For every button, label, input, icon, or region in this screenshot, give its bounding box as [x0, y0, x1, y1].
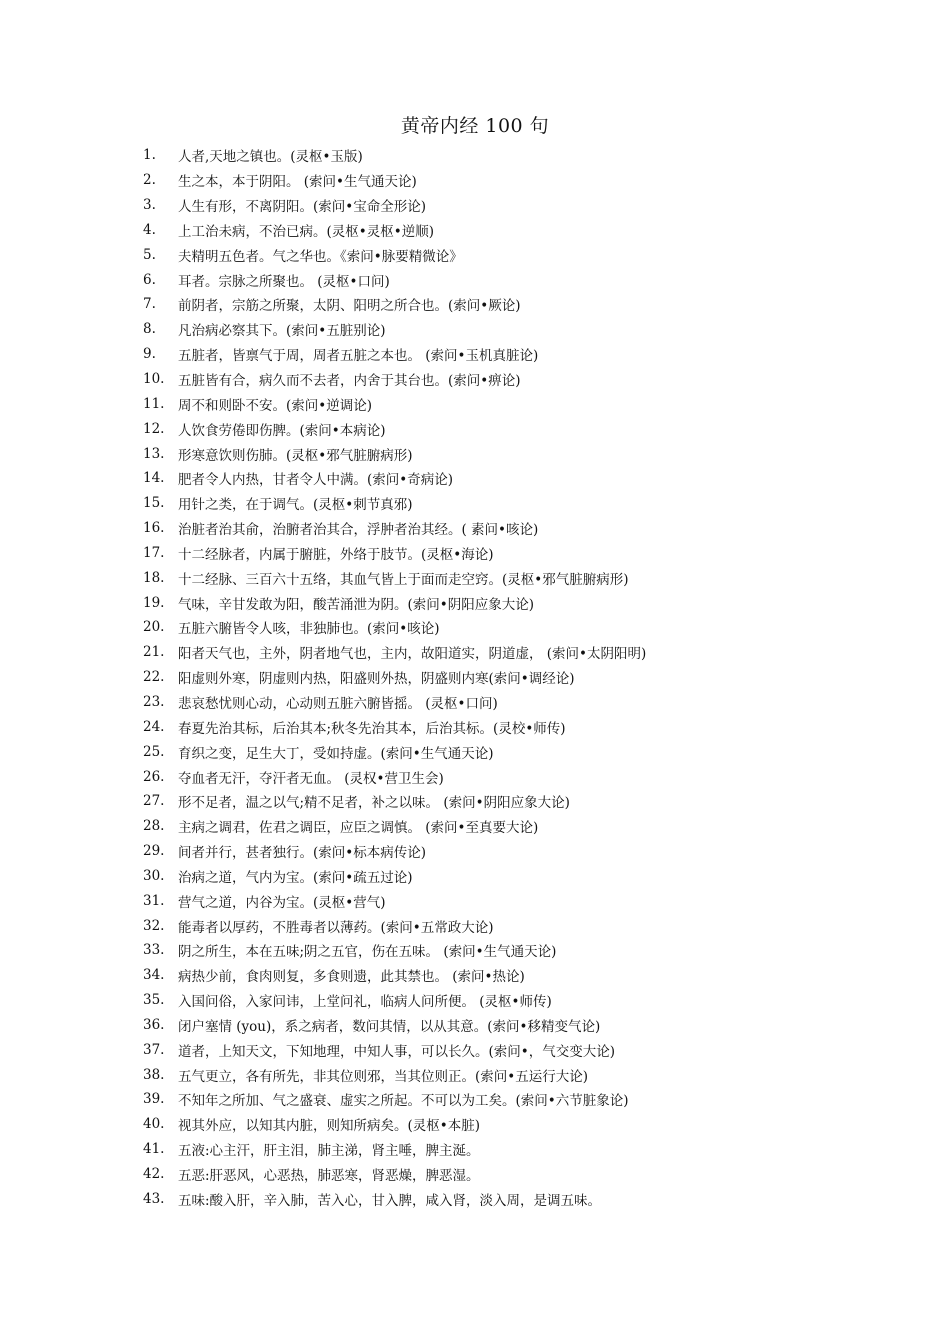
item-number: 32.: [143, 917, 165, 934]
item-number: 24.: [143, 718, 165, 735]
item-number: 36.: [143, 1016, 165, 1033]
item-number: 7.: [143, 296, 156, 313]
item-number: 1.: [143, 147, 156, 164]
item-text: 五脏皆有合，病久而不去者，内舍于其台也。(索问•痹论): [178, 373, 521, 390]
item-text: 五恶:肝恶风，心恶热，肺恶寒，肾恶燥，脾恶湿。: [178, 1168, 480, 1185]
item-number: 13.: [143, 445, 165, 462]
item-text: 肥者令人内热，甘者令人中满。(索问•奇病论): [178, 472, 453, 489]
list-item: [143, 938, 863, 963]
item-text: 悲哀愁忧则心动，心动则五脏六腑皆摇。 (灵枢•口问): [178, 695, 498, 712]
item-text: 病热少前，食肉则复，多食则遗，此其禁也。 (索问•热论): [178, 969, 525, 986]
item-number: 14.: [143, 470, 165, 487]
item-number: 37.: [143, 1041, 165, 1058]
item-number: 6.: [143, 271, 156, 288]
item-text: 五味:酸入肝，辛入肺，苦入心，甘入脾，咸入肾，淡入周，是调五味。: [178, 1192, 602, 1209]
item-number: 27.: [143, 793, 165, 810]
list-item: [143, 590, 863, 615]
item-text: 闭户塞情 (you)，系之病者，数问其情，以从其意。(索问•移精变气论): [178, 1018, 601, 1035]
list-item: [143, 466, 863, 491]
item-text: 周不和则卧不安。(索问•逆调论): [178, 397, 372, 414]
item-text: 人者,天地之镇也。(灵枢•玉版): [178, 149, 363, 166]
item-text: 用针之类，在于调气。(灵枢•刺节真邪): [178, 497, 413, 514]
list-item: [143, 565, 863, 590]
list-item: [143, 168, 863, 193]
item-text: 耳者。宗脉之所聚也。 (灵枢•口问): [178, 273, 390, 290]
item-text: 五气更立，各有所先，非其位则邪，当其位则正。(索问•五运行大论): [178, 1068, 588, 1085]
item-text: 气味，辛甘发敢为阳，酸苦涌泄为阴。(索问•阴阳应象大论): [178, 596, 534, 613]
item-number: 18.: [143, 569, 165, 586]
list-item: [143, 988, 863, 1013]
item-text: 十二经脉、三百六十五络，其血气皆上于面而走空窍。(灵枢•邪气脏腑病形): [178, 571, 629, 588]
item-number: 19.: [143, 594, 165, 611]
item-text: 十二经脉者，内属于腑脏，外络于肢节。(灵枢•海论): [178, 546, 494, 563]
list-item: [143, 1186, 863, 1211]
item-text: 生之本，本于阴阳。 (索问•生气通天论): [178, 174, 417, 191]
item-number: 4.: [143, 221, 156, 238]
item-text: 入国问俗，入家问讳，上堂问礼，临病人问所便。 (灵枢•师传): [178, 994, 552, 1011]
list-item: [143, 367, 863, 392]
list-item: [143, 913, 863, 938]
list-item: [143, 143, 863, 168]
item-text: 前阴者，宗筋之所聚，太阴、阳明之所合也。(索问•厥论): [178, 298, 521, 315]
item-text: 阳者天气也，主外，阴者地气也，主内，故阳道实，阴道虚， (索问•太阴阳明): [178, 646, 647, 663]
item-text: 治脏者治其俞，治腑者治其合，浮肿者治其经。( 素问•咳论): [178, 522, 539, 539]
list-item: [143, 739, 863, 764]
list-item: [143, 814, 863, 839]
list-item: [143, 242, 863, 267]
item-text: 夺血者无汗，夺汗者无血。 (灵权•营卫生会): [178, 770, 444, 787]
item-text: 形寒意饮则伤肺。(灵枢•邪气脏腑病形): [178, 447, 413, 464]
item-number: 12.: [143, 420, 165, 437]
list-item: [143, 963, 863, 988]
list-item: [143, 1013, 863, 1038]
list-item: [143, 1137, 863, 1162]
list-item: [143, 416, 863, 441]
item-number: 21.: [143, 644, 165, 661]
item-text: 能毒者以厚药，不胜毒者以薄药。(索问•五常政大论): [178, 919, 494, 936]
item-text: 阳虚则外寒，阴虚则内热，阳盛则外热，阴盛则内寒(索问•调经论): [178, 671, 575, 688]
item-number: 28.: [143, 818, 165, 835]
list-item: [143, 1062, 863, 1087]
list-item: [143, 714, 863, 739]
item-number: 16.: [143, 520, 165, 537]
item-text: 道者，上知天文，下知地理，中知人事，可以长久。(索问•，气交变大论): [178, 1043, 615, 1060]
item-text: 视其外应，以知其内脏，则知所病矣。(灵枢•本脏): [178, 1118, 480, 1135]
list-item: [143, 764, 863, 789]
item-number: 31.: [143, 892, 165, 909]
list-item: [143, 292, 863, 317]
item-number: 41.: [143, 1141, 165, 1158]
item-number: 43.: [143, 1190, 165, 1207]
list-item: [143, 218, 863, 243]
list-item: [143, 1087, 863, 1112]
list-item: [143, 342, 863, 367]
list-item: [143, 391, 863, 416]
item-text: 间者并行，甚者独行。(索问•标本病传论): [178, 845, 426, 862]
list-item: [143, 441, 863, 466]
list-item: [143, 193, 863, 218]
list-item: [143, 863, 863, 888]
item-number: 35.: [143, 992, 165, 1009]
item-text: 人饮食劳倦即伤脾。(索问•本病论): [178, 422, 386, 439]
item-number: 20.: [143, 619, 165, 636]
item-number: 26.: [143, 768, 165, 785]
item-number: 25.: [143, 743, 165, 760]
item-text: 育织之变，足生大丁，受如持虚。(索问•生气通天论): [178, 745, 494, 762]
item-number: 15.: [143, 495, 165, 512]
item-text: 营气之道，内谷为宝。(灵枢•营气): [178, 894, 386, 911]
list-item: [143, 789, 863, 814]
item-number: 22.: [143, 669, 165, 686]
item-text: 治病之道，气内为宝。(索问•疏五过论): [178, 869, 413, 886]
item-number: 29.: [143, 843, 165, 860]
item-text: 人生有形，不离阴阳。(索问•宝命全形论): [178, 199, 426, 216]
list-item: [143, 267, 863, 292]
item-number: 9.: [143, 346, 156, 363]
item-text: 五脏六腑皆令人咳，非独肺也。(索问•咳论): [178, 621, 440, 638]
item-text: 五液:心主汗，肝主泪，肺主涕，肾主唾，脾主涎。: [178, 1143, 480, 1160]
item-text: 阴之所生，本在五味;阴之五官，伤在五味。 (索问•生气通天论): [178, 944, 557, 961]
item-number: 3.: [143, 197, 156, 214]
item-text: 主病之调君，佐君之调臣，应臣之调慎。 (索问•至真要大论): [178, 820, 539, 837]
list-item: [143, 516, 863, 541]
item-text: 五脏者，皆禀气于周，周者五脏之本也。 (索问•玉机真脏论): [178, 348, 539, 365]
quote-list: [143, 143, 863, 1211]
item-text: 形不足者，温之以气;精不足者，补之以味。 (索问•阴阳应象大论): [178, 795, 570, 812]
item-number: 40.: [143, 1116, 165, 1133]
item-text: 春夏先治其标，后治其本;秋冬先治其本，后治其标。(灵校•师传): [178, 720, 566, 737]
item-number: 30.: [143, 867, 165, 884]
item-number: 23.: [143, 693, 165, 710]
item-number: 34.: [143, 967, 165, 984]
item-number: 5.: [143, 246, 156, 263]
list-item: [143, 1112, 863, 1137]
list-item: [143, 690, 863, 715]
list-item: [143, 665, 863, 690]
item-number: 33.: [143, 942, 165, 959]
item-number: 17.: [143, 544, 165, 561]
item-text: 夫精明五色者。气之华也。《索问•脉要精微论》: [178, 248, 463, 265]
item-number: 11.: [143, 395, 165, 412]
list-item: [143, 317, 863, 342]
item-text: 上工治未病，不治已病。(灵枢•灵枢•逆顺): [178, 223, 434, 240]
item-text: 不知年之所加、气之盛衰、虚实之所起。不可以为工矣。(索问•六节脏象论): [178, 1093, 629, 1110]
list-item: [143, 491, 863, 516]
item-number: 2.: [143, 172, 156, 189]
item-number: 38.: [143, 1066, 165, 1083]
item-number: 42.: [143, 1166, 165, 1183]
item-number: 39.: [143, 1091, 165, 1108]
list-item: [143, 615, 863, 640]
item-text: 凡治病必察其下。(索问•五脏别论): [178, 323, 386, 340]
list-item: [143, 888, 863, 913]
page-title: 黄帝内经 100 句: [400, 115, 550, 137]
list-item: [143, 1037, 863, 1062]
item-number: 10.: [143, 371, 165, 388]
list-item: [143, 541, 863, 566]
list-item: [143, 640, 863, 665]
list-item: [143, 1162, 863, 1187]
item-number: 8.: [143, 321, 156, 338]
list-item: [143, 839, 863, 864]
